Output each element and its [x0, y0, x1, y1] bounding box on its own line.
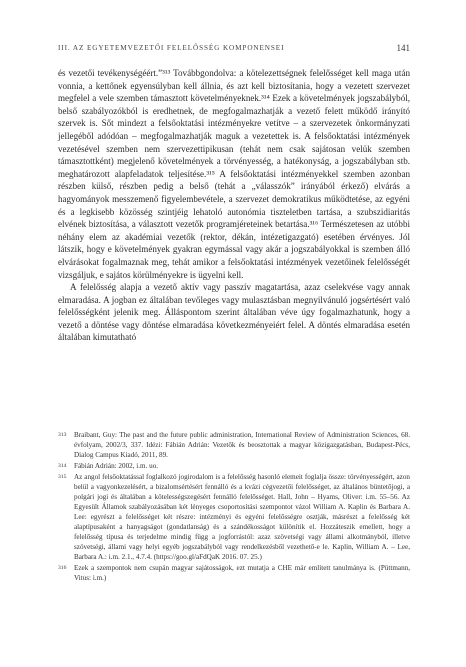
footnote — [58, 462, 410, 472]
footnotes — [58, 431, 410, 585]
chapter-title: III. AZ EGYETEMVEZETŐI FELELŐSSÉG KOMPONENSEI — [58, 44, 285, 52]
footnote-text: Fábián Adrián: 2002, i.m. uo. — [74, 462, 159, 471]
footnote-text: Ezek a szempontok nem csupán magyar sajátosságok, ezt mutatja a CHE már említett tanulmánya is. (Püttmann, Vitus: i.m.) — [74, 564, 410, 583]
footnote-number: 314 — [58, 463, 67, 470]
paragraph-1: és vezetői tevékenységéért.”³¹³ Továbbgondolva: a kötelezettségnek felelősséget kell maga után vonnia, a kettőnek egyensúlyban kell állnia, és azt kell biztosítania, hogy a vezetett szervezet megfelel a vele szemben támasztott követelményeknek.³¹⁴ Ezek a követelmények jogszabályból, belső szabályozókból is eredhetnek, de megfogalmazhatják a vezető felett működő irányító szervek is. Sőt mindezt a felsőoktatási intézményekre vetítve – a szervezetek önkormányzati jellegéből adódóan – megfogalmazhatják maguk a vezetettek is. A felsőoktatási intézmények vezetésével szemben nem szervezettipikusan (tehát nem csak sajátosan velük szemben támasztottként) megjelenő követelmények a törvényesség, a hatékonyság, a jogszabályban stb. meghatározott alapfeladatok teljesítése.³¹⁵ A felsőoktatási intézményekkel szemben azonban részben külső, részben pedig a belső (tehát a „válasszók” irányából érkező) elvárás a hagyományok messzemenő figyelembevétele, a szervezet demokratikus működtetése, az egyéni és a legkisebb közösség szintjéig lehatoló autonómia tiszteletben tartása, a szubszidiaritás elvének biztosítása, a választott vezetők programjéreteinek betartása.³¹⁶ Természetesen az utóbbi néhány elem az akadémiai vezetők (rektor, dékán, intézetigazgató) esetében érvényes. Jól látszik, hogy e követelmények gyakran egymással vagy akár a jogszabályokkal is szemben álló elvárásokat fogalmaznak meg, tehát amikor a felsőoktatási intézmények vezetőinek felelősségét vizsgáljuk, e sajátos körülményekre is ügyelni kell. — [58, 68, 410, 280]
footnote-number: 313 — [58, 432, 67, 438]
footnote-text: Az angol felsőoktatással foglalkozó jogirodalom is a felelősség hasonló elemeit foglalja össze: törvényességért, azon belül a vagyonkezelésért, a bizalomsértésért fennálló és a kvázi cégvezetői felelősséget, az általános büntetőjogi, a polgári jogi és általában a kötelességszegésért fennálló felelősséget. Hall, John – Hyams, Oliver: i.m. 55–56. Az Egyesült Államok szabályozásában két lényeges csoportosítási szempontot vázol William A. Kaplin és Barbara A. Lee: egyrészt a felelősséget két részre: intézményi és egyéni felelősségre osztják, másrészt a felelősség két alaptípusaként a hanyagságot (gondatlanság) és a szándékosságot különítik el. Hozzáteszik emellett, hogy a felelősség típusa és terjedelme mindig függ a jogforrástól: azaz szövetségi vagy állami alkotmányból, illetve szövetségi, állami vagy helyi egyéb jogszabályból vagy rendelkezésből vezethető-e le. Kaplin, William A. – Lee, Barbara A.: i.m. 2.1., 4.7.4. (https://goo.gl/aFdQaK 2016. 07. 25.) — [74, 473, 410, 562]
footnote-text: Braibant, Guy: The past and the future public administration, International Review of Administration Sciences, 68. évfolyam, 2002/3, 337. Idézi: Fábián Adrián: Vezetők és beosztottak a magyar közigazgatásban, Budapest-Pécs, Dialog Campus Kiadó, 2011, 89. — [74, 431, 410, 459]
running-head — [58, 41, 410, 55]
footnote — [58, 564, 410, 584]
footnote — [58, 431, 410, 461]
footnote-number: 316 — [58, 565, 67, 572]
footnote-number: 315 — [58, 474, 67, 481]
footnote — [58, 473, 410, 563]
main-text — [58, 67, 410, 344]
page-number: 141 — [396, 43, 410, 53]
paragraph-2: A felelősség alapja a vezető aktív vagy passzív magatartása, azaz cselekvése vagy annak elmaradása. A jogban ez általában tevőleges vagy mulasztásban megnyilvánuló jogsértésért való felelősségként jelenik meg. Álláspontom szerint általában véve úgy fogalmazhatunk, hogy a vezető a döntése vagy döntése elmaradása következményeiért felel. A döntés elmaradása esetén általában kimutatható — [58, 282, 410, 343]
